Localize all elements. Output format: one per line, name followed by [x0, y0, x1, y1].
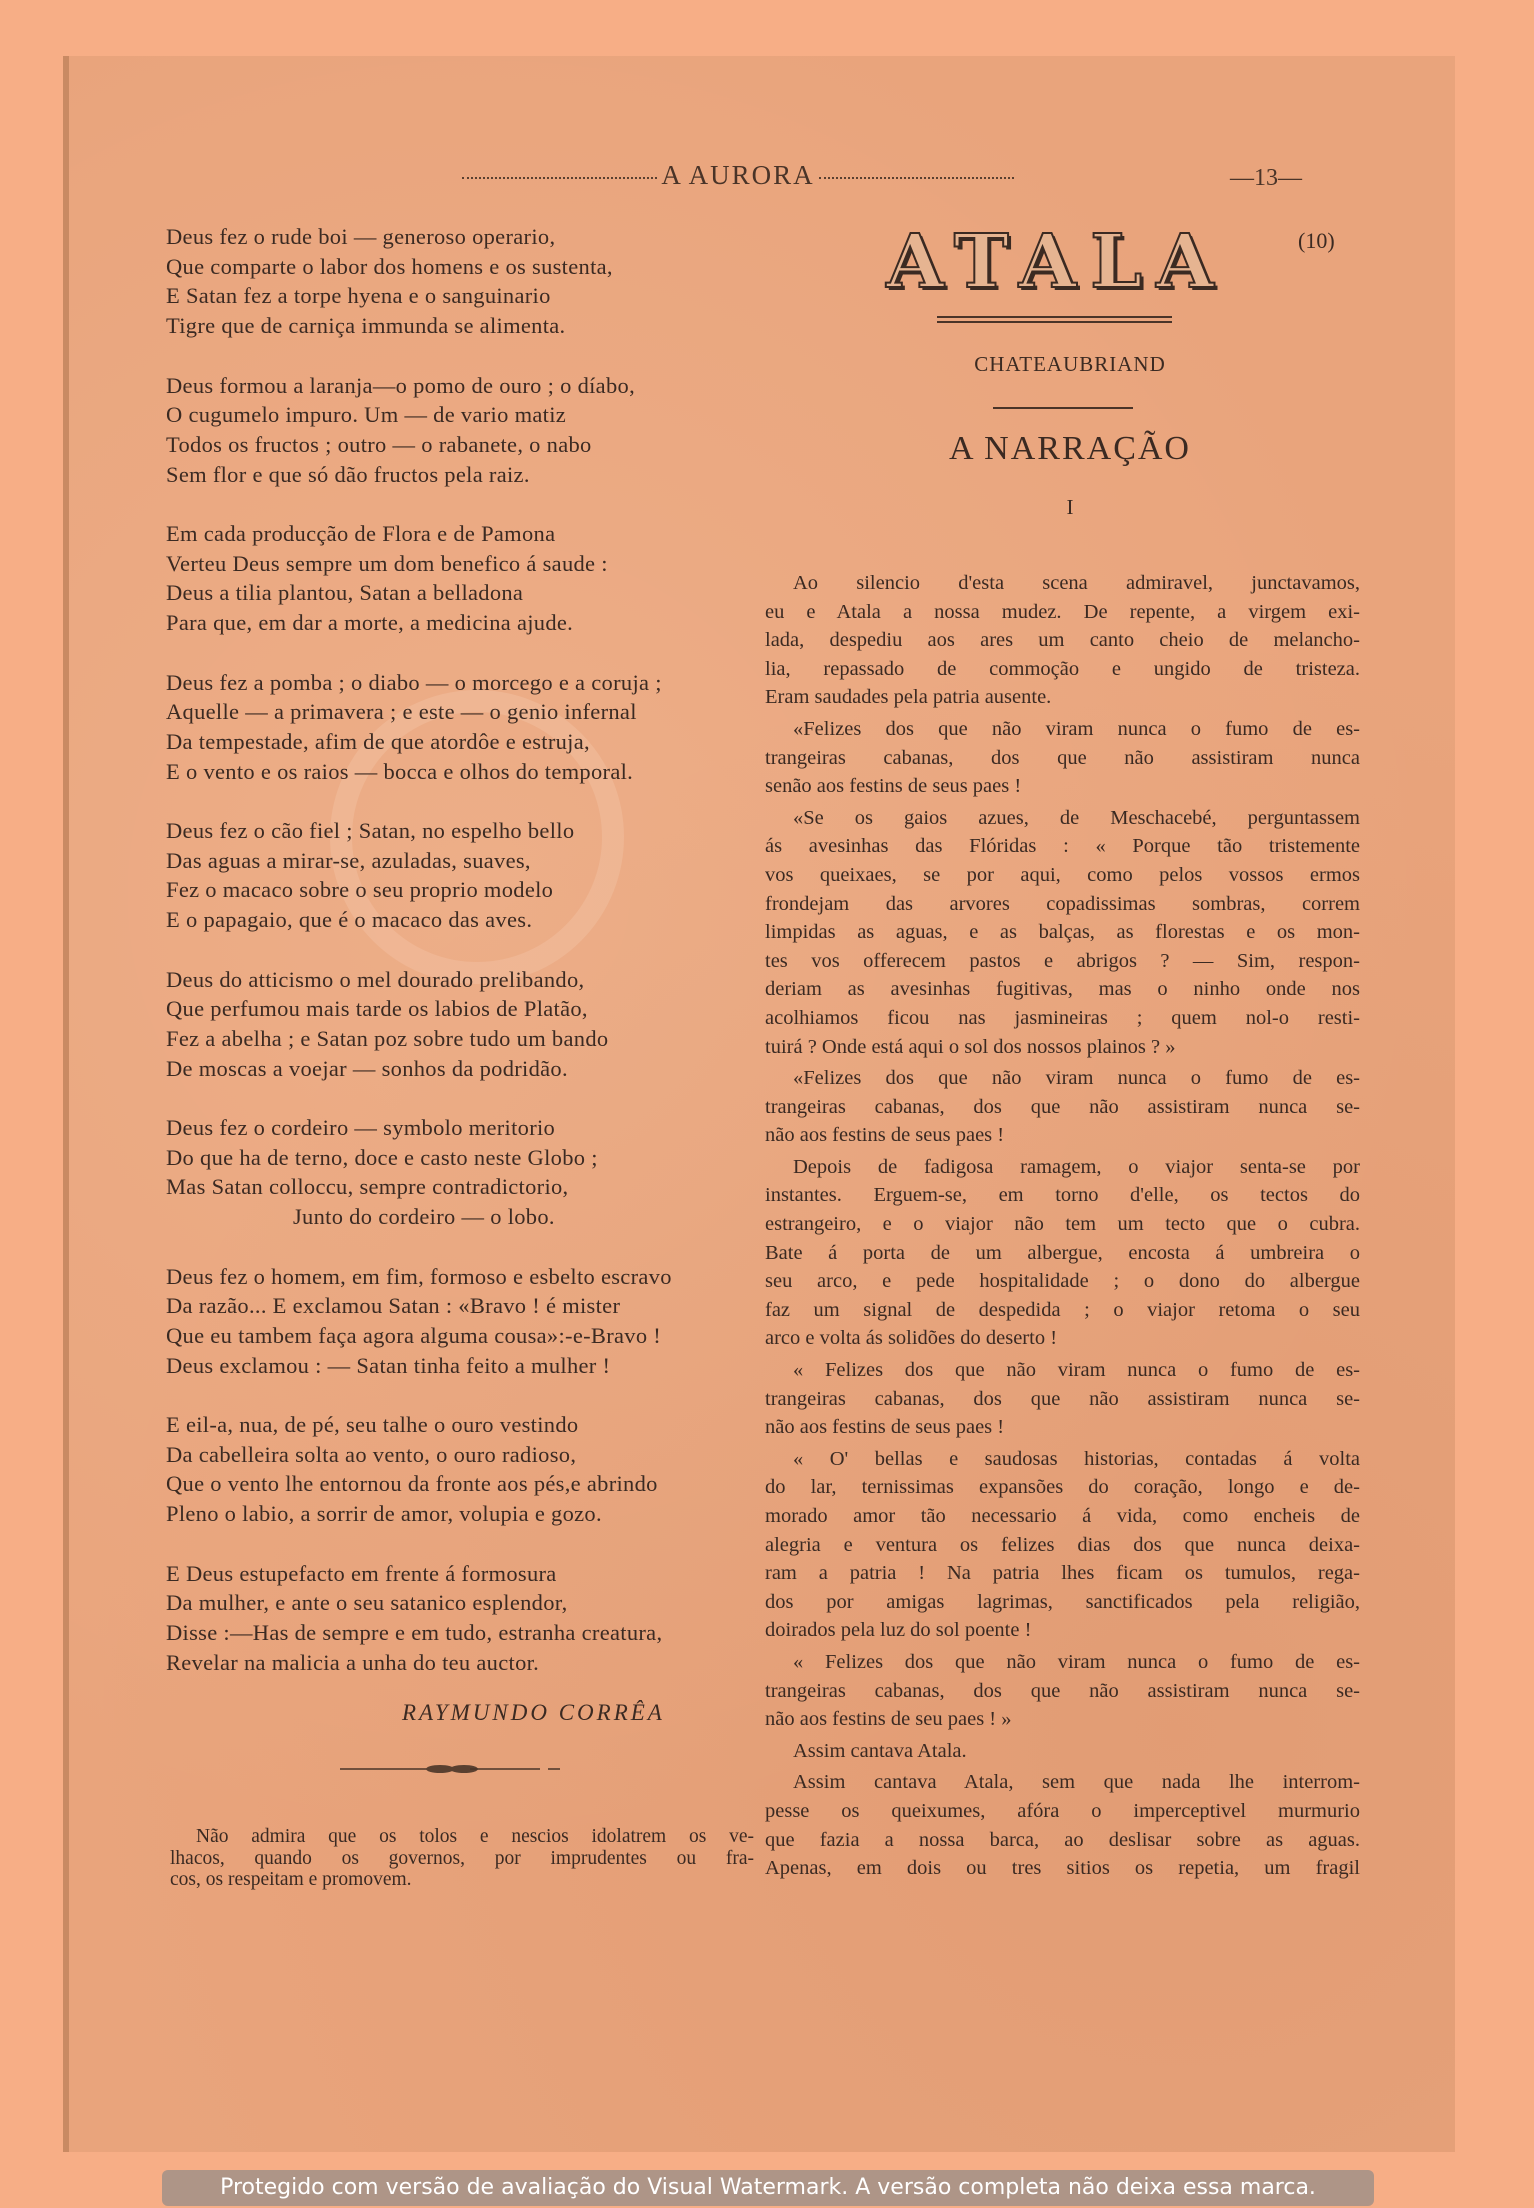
- verse-line: Mas Satan colloccu, sempre contradictorio,: [166, 1174, 569, 1200]
- verse-line: Sem flor e que só dão fructos pela raiz.: [166, 461, 530, 487]
- verse-line: Todos os fructos ; outro — o rabanete, o nabo: [166, 431, 592, 457]
- article-line: « Felizes dos que não viram nunca o fumo de es-: [793, 1650, 1360, 1673]
- poem-column: [166, 222, 766, 1707]
- page-number: —13—: [1230, 165, 1302, 191]
- article-line: do lar, ternissimas expansões do coração, longo e de-: [765, 1476, 1360, 1499]
- verse-line: Da mulher, e ante o seu satanico esplendor,: [166, 1590, 568, 1616]
- article-author: CHATEAUBRIAND: [974, 352, 1166, 376]
- article-paragraph: [765, 1064, 1360, 1150]
- article-line: Assim cantava Atala, sem que nada lhe interrom-: [793, 1771, 1360, 1794]
- footnote-maxim: [170, 1826, 754, 1891]
- article-paragraph: [765, 1737, 1360, 1766]
- header-rule-right: [819, 177, 1014, 179]
- verse-line: Em cada producção de Flora e de Pamona: [166, 521, 556, 546]
- verse-line: Que comparte o labor dos homens e os sustenta,: [166, 253, 613, 279]
- verse-line: Deus exclamou : — Satan tinha feito a mulher !: [166, 1352, 611, 1378]
- article-line: Apenas, em dois ou tres sitios os repetia, um fragil: [765, 1857, 1360, 1880]
- article-line: não aos festins de seus paes !: [765, 1124, 1005, 1147]
- article-line: « O' bellas e saudosas historias, contadas á volta: [793, 1447, 1360, 1470]
- article-paragraph: [765, 715, 1360, 801]
- article-line: doirados pela luz do sol poente !: [765, 1619, 1032, 1642]
- verse-line: Fez a abelha ; e Satan poz sobre tudo um bando: [166, 1025, 609, 1051]
- article-paragraph: [765, 804, 1360, 1061]
- running-head: [443, 160, 1033, 191]
- article-line: arco e volta ás solidões do deserto !: [765, 1327, 1058, 1350]
- article-paragraph: [765, 1356, 1360, 1442]
- article-line: trangeiras cabanas, dos que não assistiram nunca: [765, 746, 1360, 769]
- article-line: estrangeiro, e o viajor não tem um tecto que o cubra.: [765, 1213, 1360, 1236]
- verse-line: Para que, em dar a morte, a medicina ajude.: [166, 610, 574, 636]
- section-title: A NARRAÇÃO: [949, 430, 1191, 467]
- verse-line: Do que ha de terno, doce e casto neste Globo ;: [166, 1144, 598, 1170]
- poem-stanza: [166, 222, 766, 341]
- double-rule: [937, 316, 1172, 323]
- article-line: eu e Atala a nossa mudez. De repente, a virgem exi-: [765, 600, 1360, 623]
- article-line: não aos festins de seu paes ! »: [765, 1708, 1012, 1731]
- verse-line: Deus fez o cordeiro — symbolo meritorio: [166, 1115, 556, 1140]
- article-line: frondejam das arvores copadissimas sombras, correm: [765, 892, 1360, 915]
- verse-line: E eil-a, nua, de pé, seu talhe o ouro vestindo: [166, 1412, 579, 1437]
- article-paragraph: [765, 1648, 1360, 1734]
- article-paragraph: [765, 1445, 1360, 1645]
- article-line: tes vos offerecem pastos e abrigos ? — Sim, respon-: [765, 949, 1360, 972]
- poem-stanza: [166, 816, 766, 935]
- poem-stanza: [166, 1262, 766, 1381]
- article-line: Assim cantava Atala.: [793, 1739, 967, 1762]
- verse-line: E Deus estupefacto em frente á formosura: [166, 1560, 557, 1586]
- verse-line: Tigre que de carniça immunda se alimenta.: [166, 313, 566, 339]
- article-line: Depois de fadigosa ramagem, o viajor senta-se por: [793, 1155, 1360, 1178]
- chapter-number: I: [1066, 495, 1074, 519]
- verse-line: Aquelle — a primavera ; e este — o genio infernal: [166, 699, 637, 725]
- article-line: dos por amigas lagrimas, sanctificados pela religião,: [765, 1590, 1360, 1613]
- article-body: [765, 569, 1360, 1886]
- article-line: morado amor tão necessario á vida, como encheis de: [765, 1505, 1360, 1527]
- verse-line: E o papagaio, que é o macaco das aves.: [166, 907, 533, 933]
- watermark-notice: Protegido com versão de avaliação do Visual Watermark. A versão completa não deixa essa marca.: [162, 2170, 1374, 2206]
- verse-line: Fez o macaco sobre o seu proprio modelo: [166, 877, 554, 903]
- verse-line: Verteu Deus sempre um dom benefico á saude :: [166, 550, 608, 576]
- poem-stanza: [166, 1559, 766, 1678]
- poem-stanza: [166, 668, 766, 787]
- verse-line: Que eu tambem faça agora alguma cousa»:-e-Bravo !: [166, 1322, 662, 1348]
- poem-stanza: [166, 965, 766, 1084]
- verse-line: Deus formou a laranja—o pomo de ouro ; o díabo,: [166, 372, 635, 398]
- article-line: «Felizes dos que não viram nunca o fumo de es-: [793, 717, 1360, 740]
- article-line: seu arco, e pede hospitalidade ; o dono do albergue: [765, 1270, 1360, 1293]
- verse-line: Deus fez o homem, em fim, formoso e esbelto escravo: [166, 1263, 672, 1289]
- installment-number: (10): [1298, 228, 1335, 253]
- verse-line: Que o vento lhe entornou da fronte aos pés,e abrindo: [166, 1471, 658, 1497]
- verse-line: Da tempestade, afim de que atordôe e estruja,: [166, 728, 590, 754]
- article-line: lada, despediu aos ares um canto cheio de melancho-: [765, 629, 1360, 652]
- article-paragraph: [765, 1768, 1360, 1882]
- article-line: Ao silencio d'esta scena admiravel, junctavamos,: [793, 572, 1360, 594]
- note-line: Não admira que os tolos e nescios idolatrem os ve-: [196, 1826, 754, 1847]
- poem-author: RAYMUNDO CORRÊA: [402, 1700, 665, 1725]
- article-line: que fazia a nossa barca, ao deslisar sobre as aguas.: [765, 1828, 1360, 1851]
- note-line: lhacos, quando os governos, por imprudentes ou fra-: [170, 1847, 754, 1869]
- verse-line: Das aguas a mirar-se, azuladas, suaves,: [166, 847, 531, 873]
- article-line: acolhiamos ficou nas jasmineiras ; quem nol-o resti-: [765, 1006, 1360, 1029]
- article-line: não aos festins de seus paes !: [765, 1416, 1005, 1439]
- short-rule: [993, 407, 1133, 409]
- verse-line: Deus a tilia plantou, Satan a belladona: [166, 580, 524, 606]
- article-paragraph: [765, 569, 1360, 712]
- poem-stanza: [166, 371, 766, 490]
- article-paragraph: [765, 1153, 1360, 1353]
- article-line: trangeiras cabanas, dos que não assistiram nunca se-: [765, 1679, 1360, 1702]
- publication-title: A AURORA: [661, 160, 815, 190]
- article-line: trangeiras cabanas, dos que não assistiram nunca se-: [765, 1387, 1360, 1410]
- verse-line: Revelar na malicia a unha do teu auctor.: [166, 1649, 540, 1675]
- article-line: Eram saudades pela patria ausente.: [765, 686, 1052, 709]
- article-line: lia, repassado de commoção e ungido de tristeza.: [765, 657, 1360, 680]
- article-line: vos queixaes, se por aqui, como pelos vossos ermos: [765, 863, 1360, 886]
- poem-stanza: [166, 1113, 766, 1232]
- article-line: pesse os queixumes, afóra o imperceptivel murmurio: [765, 1799, 1360, 1822]
- verse-line: Da razão... E exclamou Satan : «Bravo ! é mister: [166, 1293, 621, 1319]
- header-rule-left: [462, 177, 657, 179]
- verse-line: Deus fez o rude boi — generoso operario,: [166, 224, 556, 249]
- article-line: ram a patria ! Na patria lhes ficam os tumulos, rega-: [765, 1562, 1360, 1585]
- verse-line: O cugumelo impuro. Um — de vario matiz: [166, 402, 567, 428]
- verse-line: Deus fez a pomba ; o diabo — o morcego e a coruja ;: [166, 669, 662, 695]
- verse-line: Da cabelleira solta ao vento, o ouro radioso,: [166, 1441, 577, 1467]
- verse-line: Pleno o labio, a sorrir de amor, volupia e gozo.: [166, 1501, 602, 1527]
- article-line: Bate á porta de um albergue, encosta á umbreira o: [765, 1241, 1360, 1264]
- ornament-divider: [340, 1762, 560, 1776]
- verse-line: E Satan fez a torpe hyena e o sanguinario: [166, 283, 551, 309]
- article-line: deriam as avesinhas fugitivas, mas o ninho onde nos: [765, 978, 1360, 1001]
- verse-line: Deus do atticismo o mel dourado prelibando,: [166, 966, 585, 992]
- article-line: ás avesinhas das Flóridas : « Porque tão tristemente: [765, 835, 1360, 858]
- article-line: « Felizes dos que não viram nunca o fumo de es-: [793, 1359, 1360, 1382]
- article-line: instantes. Erguem-se, em torno d'elle, os tectos do: [765, 1184, 1360, 1207]
- article-line: trangeiras cabanas, dos que não assistiram nunca se-: [765, 1095, 1360, 1118]
- verse-line: Junto do cordeiro — o lobo.: [293, 1204, 555, 1230]
- article-line: «Felizes dos que não viram nunca o fumo de es-: [793, 1067, 1360, 1090]
- article-title: ATALA: [886, 219, 1228, 305]
- article-line: «Se os gaios azues, de Meschacebé, perguntassem: [793, 806, 1360, 829]
- note-line: cos, os respeitam e promovem.: [170, 1869, 412, 1890]
- verse-line: Deus fez o cão fiel ; Satan, no espelho bello: [166, 818, 575, 843]
- article-line: senão aos festins de seus paes !: [765, 775, 1022, 798]
- poem-stanza: [166, 519, 766, 638]
- article-line: limpidas as aguas, e as balças, as florestas e os mon-: [765, 921, 1360, 944]
- verse-line: De moscas a voejar — sonhos da podridão.: [166, 1055, 568, 1081]
- verse-line: E o vento e os raios — bocca e olhos do temporal.: [166, 758, 634, 784]
- poem-stanza: [166, 1410, 766, 1529]
- article-line: faz um signal de despedida ; o viajor retoma o seu: [765, 1298, 1360, 1321]
- article-line: alegria e ventura os felizes dias dos que nunca deixa-: [765, 1533, 1360, 1556]
- verse-line: Disse :—Has de sempre e em tudo, estranha creatura,: [166, 1619, 663, 1645]
- article-line: tuirá ? Onde está aqui o sol dos nossos plainos ? »: [765, 1035, 1176, 1058]
- verse-line: Que perfumou mais tarde os labios de Platão,: [166, 996, 588, 1022]
- page-edge: [63, 56, 69, 2152]
